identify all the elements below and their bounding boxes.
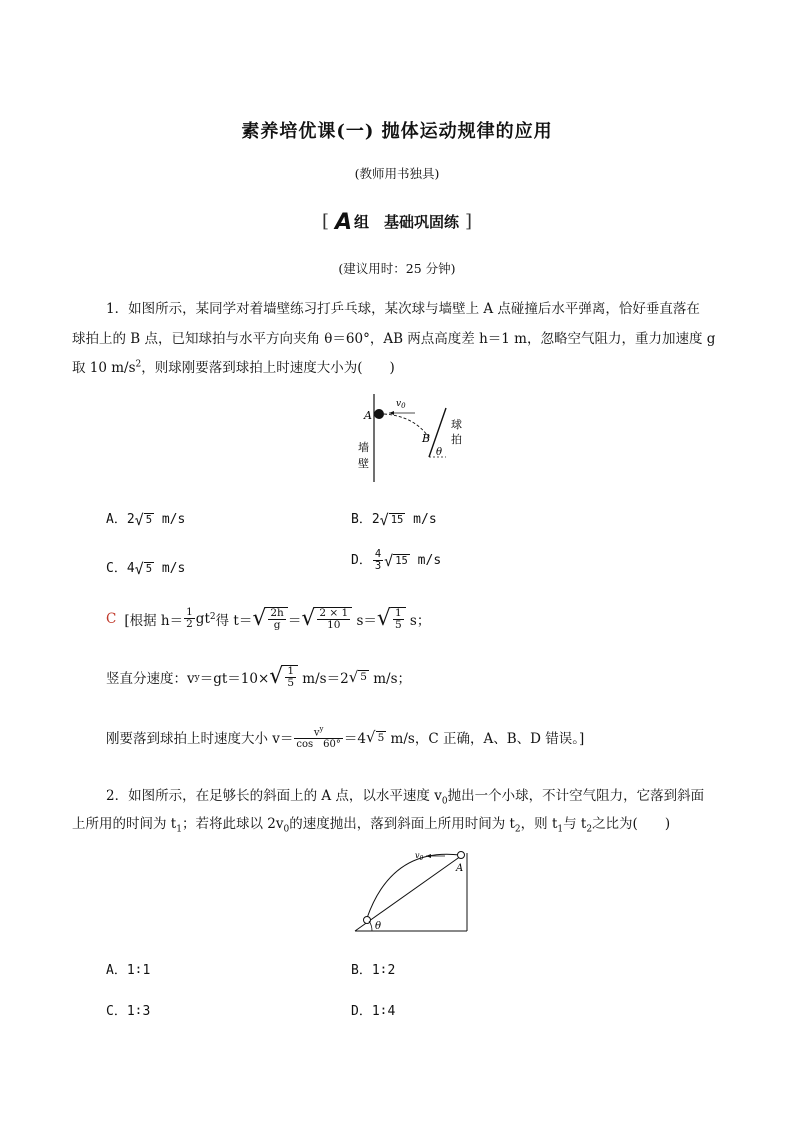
label-racket-1: 球	[451, 418, 462, 431]
ans2-part-c: m/s＝2	[298, 670, 349, 687]
label-A: A	[364, 409, 372, 422]
ans1-part-a: [根据 h＝	[124, 612, 184, 629]
ans1-sqrt-2: √ $\frac{2 \times 1}{10}$	[301, 606, 352, 631]
page-title: 素养培优课(一) 抛体运动规律的应用	[241, 121, 553, 142]
q1-figure	[355, 392, 465, 484]
q1-option-d	[351, 549, 441, 572]
opt-b-coef: 2	[371, 512, 380, 527]
label-A: A	[456, 863, 464, 874]
ans1-frac-half: $\frac{1}{2}$	[186, 606, 193, 630]
q1-answer-line-2	[106, 664, 411, 689]
ans1-end: s；	[405, 612, 431, 629]
v0-arrowhead	[426, 854, 431, 858]
left-bracket: [	[321, 211, 329, 232]
label-wall-1: 墙	[358, 441, 369, 454]
label-racket-2: 拍	[451, 433, 462, 446]
q1-option-b	[351, 508, 437, 529]
ans1-s-eq: s＝	[352, 612, 377, 629]
opt-c-sqrt: √ 5	[134, 559, 153, 578]
q1-line-3-pre: 取 10 m/s	[72, 360, 136, 376]
opt-b-letter: B．	[351, 512, 372, 527]
opt-d-letter: D．	[351, 553, 372, 568]
q2-line-1	[106, 784, 704, 807]
opt-a-letter: A．	[106, 512, 127, 527]
group-heading	[0, 208, 794, 233]
ans1-gt: gt	[195, 610, 210, 627]
ans3-part-b: ＝4	[343, 731, 366, 748]
ans3-frac: $\frac{v^y}{\cos 60^\circ}$	[296, 725, 341, 751]
opt-a-coef: 2	[126, 512, 135, 527]
ans2-end: m/s；	[368, 670, 412, 687]
q1-option-c	[106, 557, 185, 578]
q2-line-2: 上所用的时间为 $t_1$；若将此球以 $2v_0$的速度抛出，落到斜面上所用时间为 $t_2$，则 $t_1$与 $t_2$之比为( )	[72, 816, 671, 835]
ball-at-A	[374, 409, 384, 419]
answer-letter: C	[106, 610, 117, 627]
q2-option-c: C．1∶3	[106, 1004, 151, 1019]
q2-option-d: D．1∶4	[351, 1004, 396, 1019]
opt-c-unit: m/s	[154, 561, 186, 576]
q1-answer-line-1	[106, 606, 430, 631]
q2-line-1-sub: 0	[441, 796, 448, 807]
opt-b-sqrt: √ 15	[379, 510, 404, 529]
right-bracket: ]	[465, 211, 473, 232]
opt-c-coef: 4	[126, 561, 135, 576]
q1-line-3	[72, 356, 395, 376]
ball-at-A	[458, 852, 465, 859]
ans1-sqrt-1: √ $\frac{2h}{g}$	[252, 606, 287, 631]
opt-d-fraction: $\frac{4}{3}$	[374, 548, 382, 572]
time-note: (建议用时：25 分钟)	[338, 261, 456, 276]
q2-line-1-pre: 2．如图所示，在足够长的斜面上的 A 点，以水平速度 v	[106, 788, 442, 804]
ans3-sqrt: √ 5	[366, 728, 385, 747]
ans2-part-a: 竖直分速度：v	[106, 670, 195, 687]
ans1-eq: ＝	[287, 612, 302, 629]
ans2-sqrt: √ $\frac{1}{5}$	[269, 664, 298, 689]
q1-line-3-sup: 2	[135, 359, 142, 370]
ans2-part-b: ＝gt＝10×	[199, 670, 270, 687]
opt-c-letter: C．	[106, 561, 127, 576]
q1-line-1: 1．如图所示，某同学对着墙壁练习打乒乓球，某次球与墙壁上 A 点碰撞后水平弹离，恰好垂直落在	[106, 301, 700, 317]
opt-d-unit: m/s	[409, 553, 442, 568]
q2-option-a: A．1∶1	[106, 963, 151, 978]
label-theta: θ	[436, 447, 443, 458]
ans2-sub-y: y	[194, 673, 200, 683]
q1-line-2: 球拍上的 B 点，已知球拍与水平方向夹角 θ＝60°，AB 两点高度差 h＝1 m，忽略空气阻力，重力加速度 g	[72, 331, 716, 347]
group-text: 组 基础巩固练	[354, 213, 460, 231]
group-letter: A	[334, 210, 352, 235]
opt-d-sqrt: √ 15	[384, 551, 408, 570]
ans1-part-c: 得 t＝	[215, 612, 253, 629]
page-subtitle: (教师用书独具)	[354, 166, 440, 181]
ans3-end: m/s，C 正确，A、B、D 错误。]	[386, 731, 585, 748]
opt-a-unit: m/s	[154, 512, 186, 527]
label-theta: θ	[375, 921, 382, 932]
q1-answer-line-3	[106, 724, 584, 750]
q2-figure	[352, 845, 472, 935]
opt-b-unit: m/s	[405, 512, 437, 527]
ans1-gt-sup: 2	[209, 612, 216, 622]
label-v0: $v_0$	[415, 851, 424, 862]
q1-line-3-post: ，则球刚要落到球拍上时速度大小为( )	[141, 360, 395, 376]
ans1-sqrt-3: √ $\frac{1}{5}$	[377, 606, 406, 631]
q2-line-1-post: 抛出一个小球，不计空气阻力，它落到斜面	[447, 788, 705, 804]
label-wall-2: 壁	[358, 457, 369, 470]
q2-option-b: B．1∶2	[351, 963, 396, 978]
ans3-part-a: 刚要落到球拍上时速度大小 v＝	[106, 731, 294, 748]
label-v0: $v_0$	[396, 399, 406, 410]
trajectory-path	[367, 854, 460, 918]
label-B: B	[422, 432, 431, 445]
q1-option-a	[106, 508, 185, 529]
ans2-sqrt-5: √ 5	[348, 667, 367, 686]
opt-a-sqrt: √ 5	[134, 510, 153, 529]
